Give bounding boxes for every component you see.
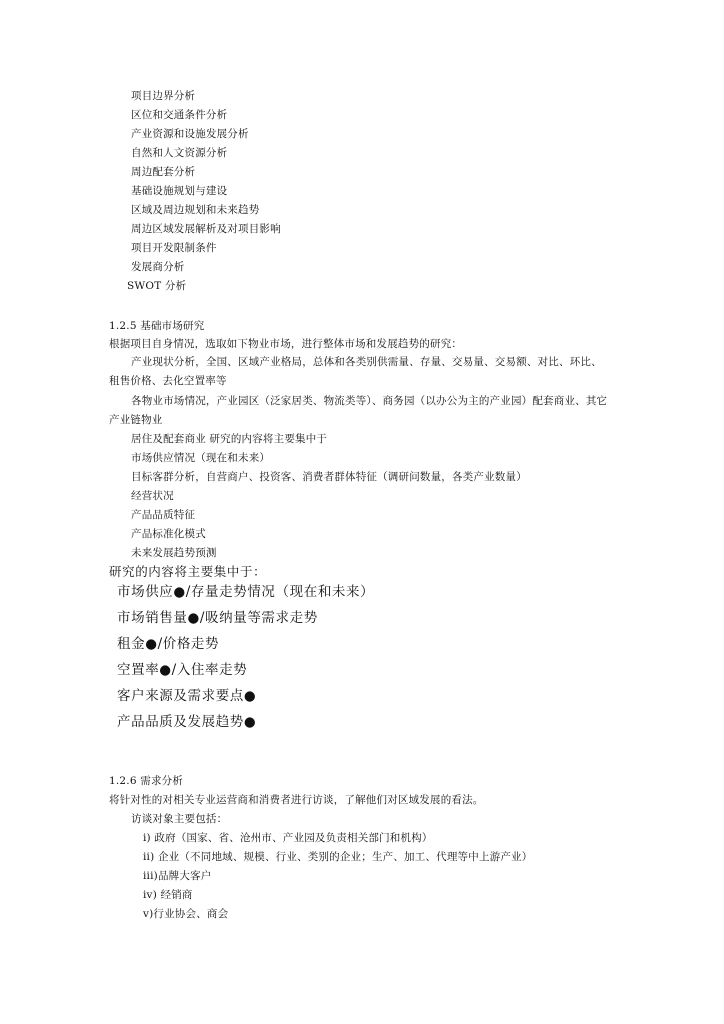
list-item: 自然和人文资源分析	[131, 147, 228, 159]
focus-item: 空置率●/入住率走势	[117, 662, 248, 678]
list-item: SWOT 分析	[127, 280, 187, 292]
focus-heading: 研究的内容将主要集中于：	[109, 564, 267, 579]
list-item: 市场供应情况（现在和未来）	[131, 452, 271, 464]
paragraph: 产业现状分析，全国、区域产业格局，总体和各类别供需量、存量、交易量、交易额、对比、环比、	[131, 356, 602, 368]
list-item: 产品品质特征	[131, 509, 196, 521]
list-item: v)行业协会、商会	[143, 908, 229, 920]
paragraph: 租售价格、去化空置率等	[109, 375, 227, 387]
focus-item: 租金●/价格走势	[117, 636, 220, 652]
list-item: i) 政府（国家、省、沧州市、产业园及负责相关部门和机构）	[143, 832, 433, 844]
list-item: iii)品牌大客户	[143, 870, 212, 882]
list-item: 基础设施规划与建设	[131, 185, 228, 197]
list-item: 产品标准化模式	[131, 528, 206, 540]
paragraph: 访谈对象主要包括：	[131, 813, 228, 825]
list-item: ii) 企业（不同地域、规模、行业、类别的企业；生产、加工、代理等中上游产业）	[143, 851, 533, 863]
list-item: 区位和交通条件分析	[131, 109, 228, 121]
focus-item: 市场销售量●/吸纳量等需求走势	[117, 610, 318, 626]
list-item: 周边配套分析	[131, 166, 196, 178]
paragraph: 根据项目自身情况，选取如下物业市场，进行整体市场和发展趋势的研究：	[109, 338, 463, 350]
paragraph: 各物业市场情况，产业园区（泛家居类、物流类等）、商务园（以办公为主的产业园）配套商业、其它	[131, 395, 608, 407]
focus-item: 产品品质及发展趋势●	[117, 714, 257, 730]
list-item: 产业资源和设施发展分析	[131, 128, 249, 140]
list-item: 周边区域发展解析及对项目影响	[131, 223, 281, 235]
paragraph: 将针对性的对相关专业运营商和消费者进行访谈，了解他们对区域发展的看法。	[109, 794, 484, 806]
list-item: 区域及周边规划和未来趋势	[131, 204, 260, 216]
paragraph: 产业链物业	[109, 414, 163, 426]
list-item: 居住及配套商业 研究的内容将主要集中于	[131, 433, 328, 445]
focus-item: 市场供应●/存量走势情况（现在和未来）	[117, 584, 375, 600]
list-item: 发展商分析	[131, 261, 185, 273]
list-item: 未来发展趋势预测	[131, 547, 217, 559]
list-item: iv) 经销商	[143, 889, 193, 901]
section-heading: 1.2.6 需求分析	[109, 775, 184, 787]
list-item: 项目边界分析	[131, 90, 196, 102]
list-item: 经营状况	[131, 490, 174, 502]
section-heading: 1.2.5 基础市场研究	[109, 320, 205, 332]
list-item: 项目开发限制条件	[131, 242, 217, 254]
focus-item: 客户来源及需求要点●	[117, 688, 257, 704]
list-item: 目标客群分析，自营商户、投资客、消费者群体特征（调研问数量，各类产业数量）	[131, 471, 527, 483]
